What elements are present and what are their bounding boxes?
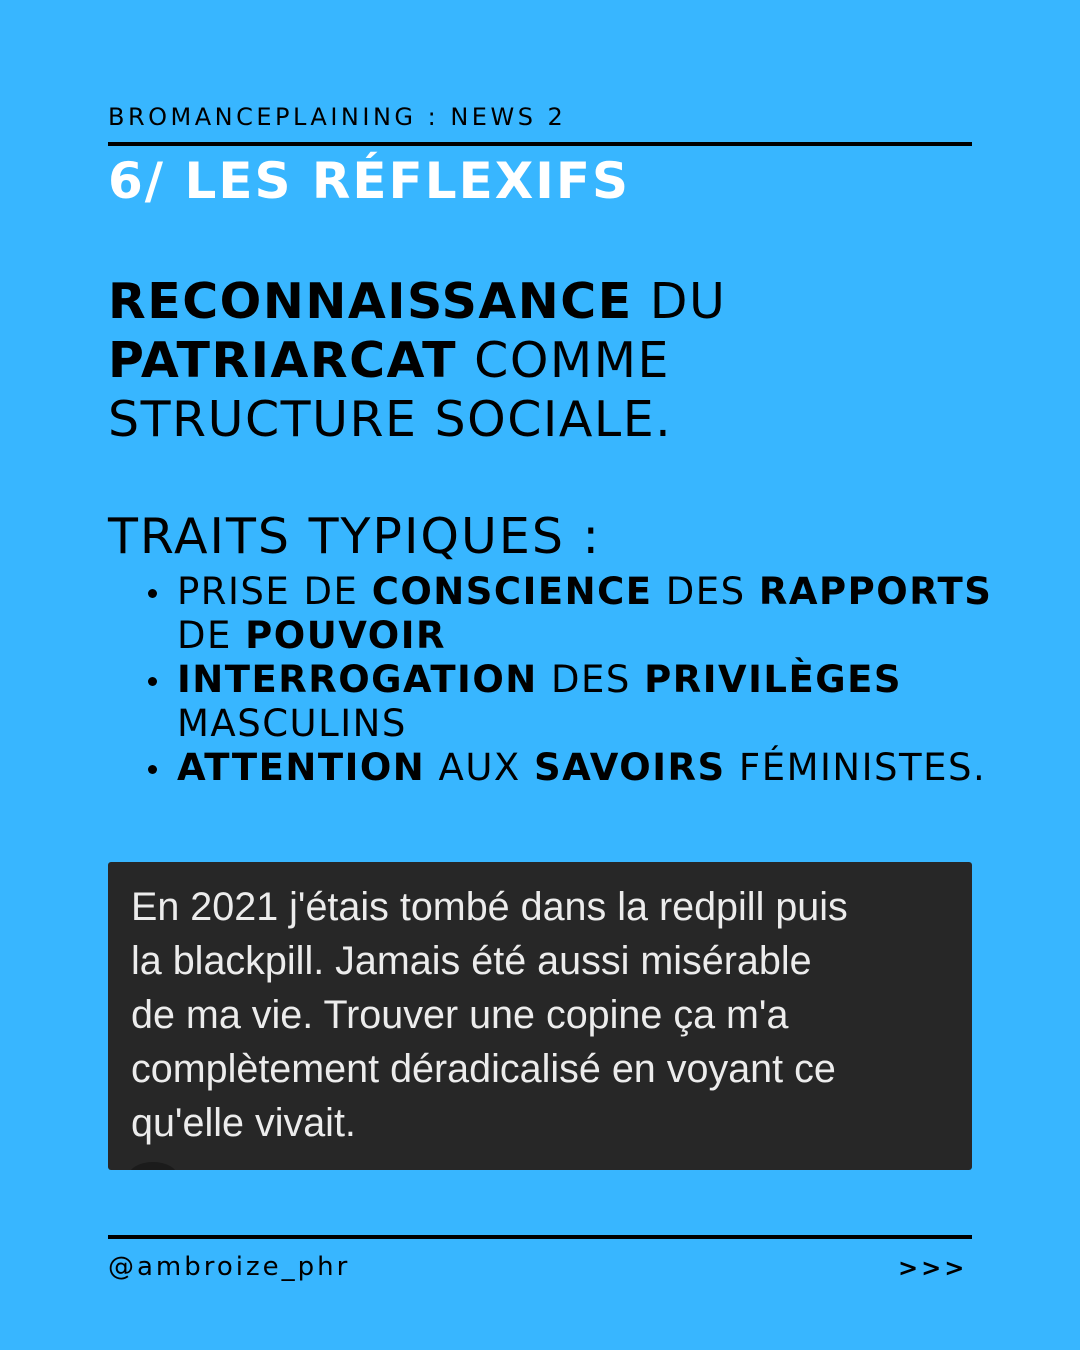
quote-line: de ma vie. Trouver une copine ça m'a: [131, 993, 789, 1037]
trait-line: [177, 658, 972, 702]
definition-line-2: [108, 331, 972, 390]
trait-keyword: CONSCIENCE: [371, 570, 653, 613]
trait-item: [108, 570, 993, 658]
section-title: 6/ LES RÉFLEXIFS: [108, 152, 631, 210]
trait-line: [177, 570, 993, 614]
quote-line: qu'elle vivait.: [131, 1101, 356, 1145]
bullet-icon: [148, 765, 157, 774]
quote-line: En 2021 j'étais tombé dans la redpill puis: [131, 885, 848, 929]
trait-text: DE: [177, 614, 246, 657]
bullet-icon: [148, 589, 157, 598]
header-tag: BROMANCEPLAINING : NEWS 2: [108, 103, 567, 131]
trait-text: AUX: [425, 746, 535, 789]
definition-line-3: STRUCTURE SOCIALE.: [108, 391, 673, 448]
trait-keyword: RAPPORTS: [758, 570, 993, 613]
traits-list: [108, 570, 993, 790]
trait-text: DES: [537, 658, 645, 701]
quote-text: [131, 880, 952, 1150]
trait-line: [177, 614, 972, 658]
trait-keyword: POUVOIR: [245, 614, 446, 657]
trait-keyword: SAVOIRS: [534, 746, 726, 789]
quote-line: complètement déradicalisé en voyant ce: [131, 1047, 836, 1091]
testimonial-quote: [108, 862, 972, 1170]
trait-keyword: PRIVILÈGES: [644, 658, 903, 701]
trait-text: DES: [652, 570, 759, 613]
trait-item: [108, 746, 987, 790]
trait-text: FÉMINISTES.: [725, 746, 987, 789]
bullet-icon: [148, 677, 157, 686]
trait-item: [108, 658, 972, 746]
trait-text: PRISE DE: [177, 570, 372, 613]
author-handle: @ambroize_phr: [108, 1252, 351, 1282]
definition-keyword-patriarchy: PATRIARCAT: [108, 332, 458, 389]
trait-line: [177, 702, 972, 746]
quote-corner-shape: [128, 1162, 178, 1170]
definition-text: DU: [632, 273, 727, 330]
trait-keyword: INTERROGATION: [177, 658, 538, 701]
trait-line: [177, 746, 987, 790]
quote-line: la blackpill. Jamais été aussi misérable: [131, 939, 812, 983]
definition-block: [108, 272, 972, 449]
definition-line-1: [108, 272, 972, 331]
trait-text: MASCULINS: [177, 702, 407, 745]
trait-keyword: ATTENTION: [177, 746, 426, 789]
traits-heading: TRAITS TYPIQUES :: [108, 508, 602, 565]
definition-keyword-recognition: RECONNAISSANCE: [108, 273, 633, 330]
top-divider: [108, 142, 972, 146]
definition-text: COMME: [457, 332, 670, 389]
next-page-arrows[interactable]: >>>: [898, 1254, 968, 1282]
bottom-divider: [108, 1235, 972, 1239]
